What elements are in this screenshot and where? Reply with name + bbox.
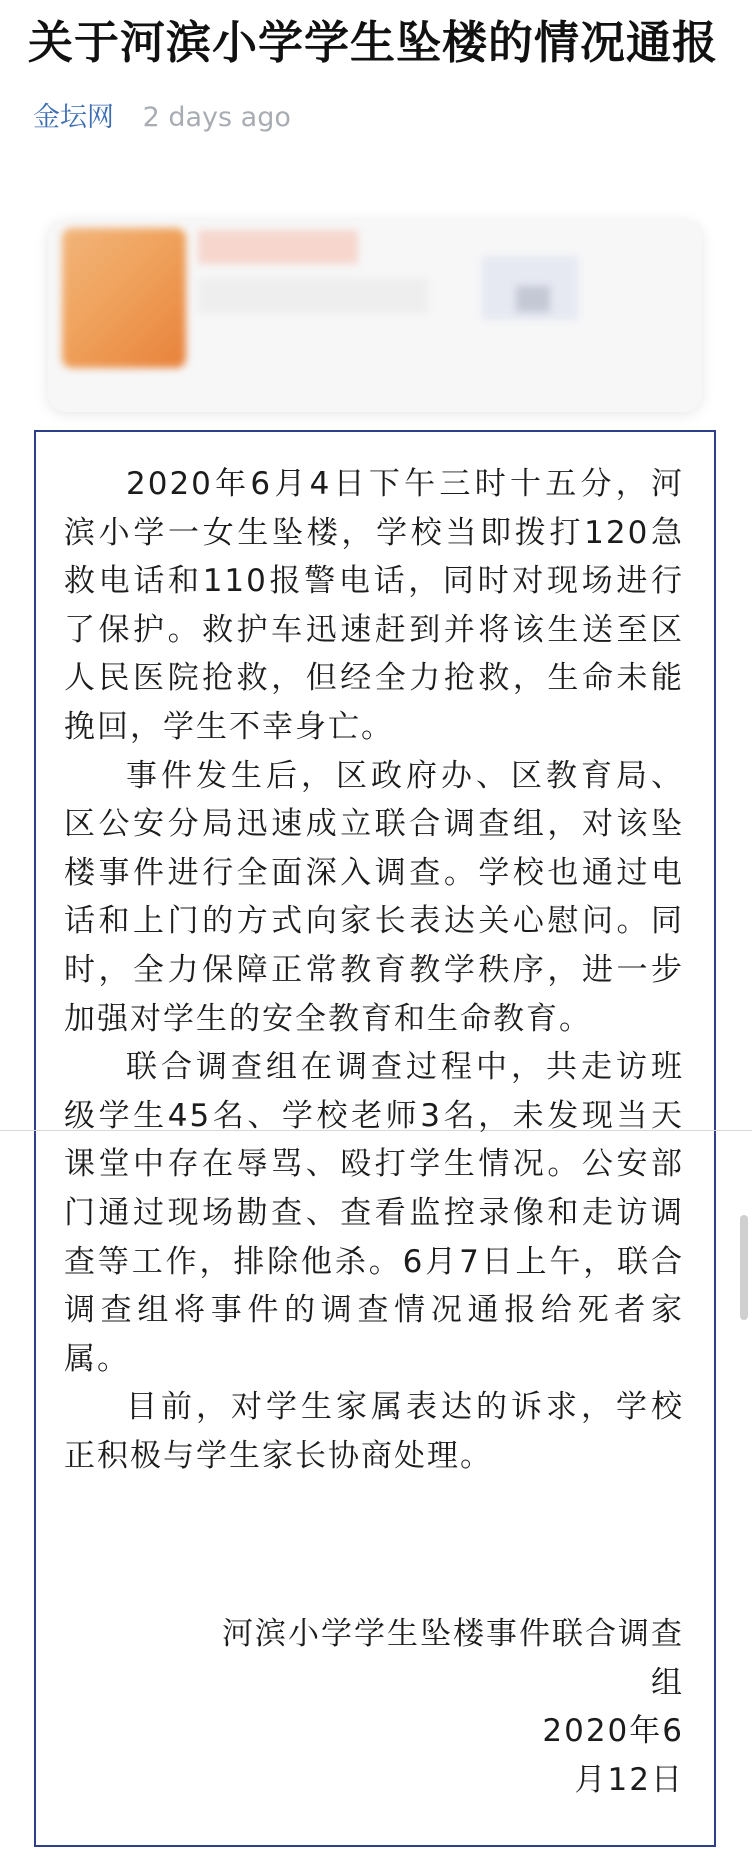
publish-time: 2 days ago <box>142 102 291 133</box>
notice-signature <box>64 1610 684 1804</box>
notice-paragraph: 2020年6月4日下午三时十五分，河滨小学一女生坠楼，学校当即拨打120急救电话和110报警电话，同时对现场进行了保护。救护车迅速赶到并将该生送至区人民医院抢救，但经全力抢救，生命未能挽回，学生不幸身亡。 <box>64 466 684 745</box>
notice-paragraph: 目前，对学生家属表达的诉求，学校正积极与学生家长协商处理。 <box>64 1389 684 1474</box>
article-title: 关于河滨小学学生坠楼的情况通报 <box>28 16 719 69</box>
signature-line: 河滨小学学生坠楼事件联合调查 <box>222 1616 684 1652</box>
scrollbar-thumb[interactable] <box>740 1215 748 1320</box>
article-meta <box>33 100 291 136</box>
notice-paragraph: 联合调查组在调查过程中，共走访班级学生45名、学校老师3名，未发现当天课堂中存在辱骂、殴打学生情况。公安部门通过现场勘查、查看监控录像和走访调查等工作，排除他杀。6月7日上午，联合调查组将事件的调查情况通报给死者家属。 <box>64 1049 684 1377</box>
blurred-action-icon <box>516 286 550 312</box>
blurred-avatar <box>62 228 186 368</box>
notice-body <box>64 460 684 1480</box>
source-link[interactable]: 金坛网 <box>33 102 114 133</box>
blurred-description <box>198 278 428 314</box>
blurred-profile-card[interactable] <box>48 220 702 412</box>
signature-line: 月12日 <box>574 1761 684 1798</box>
notice-paragraph: 事件发生后，区政府办、区教育局、区公安分局迅速成立联合调查组，对该坠楼事件进行全面深入调查。学校也通过电话和上门的方式向家长表达关心慰问。同时，全力保障正常教育教学秩序，进一步加强对学生的安全教育和生命教育。 <box>64 757 684 1037</box>
blurred-name <box>198 230 358 264</box>
signature-line: 2020年6 <box>542 1713 684 1750</box>
signature-line: 组 <box>651 1664 684 1701</box>
